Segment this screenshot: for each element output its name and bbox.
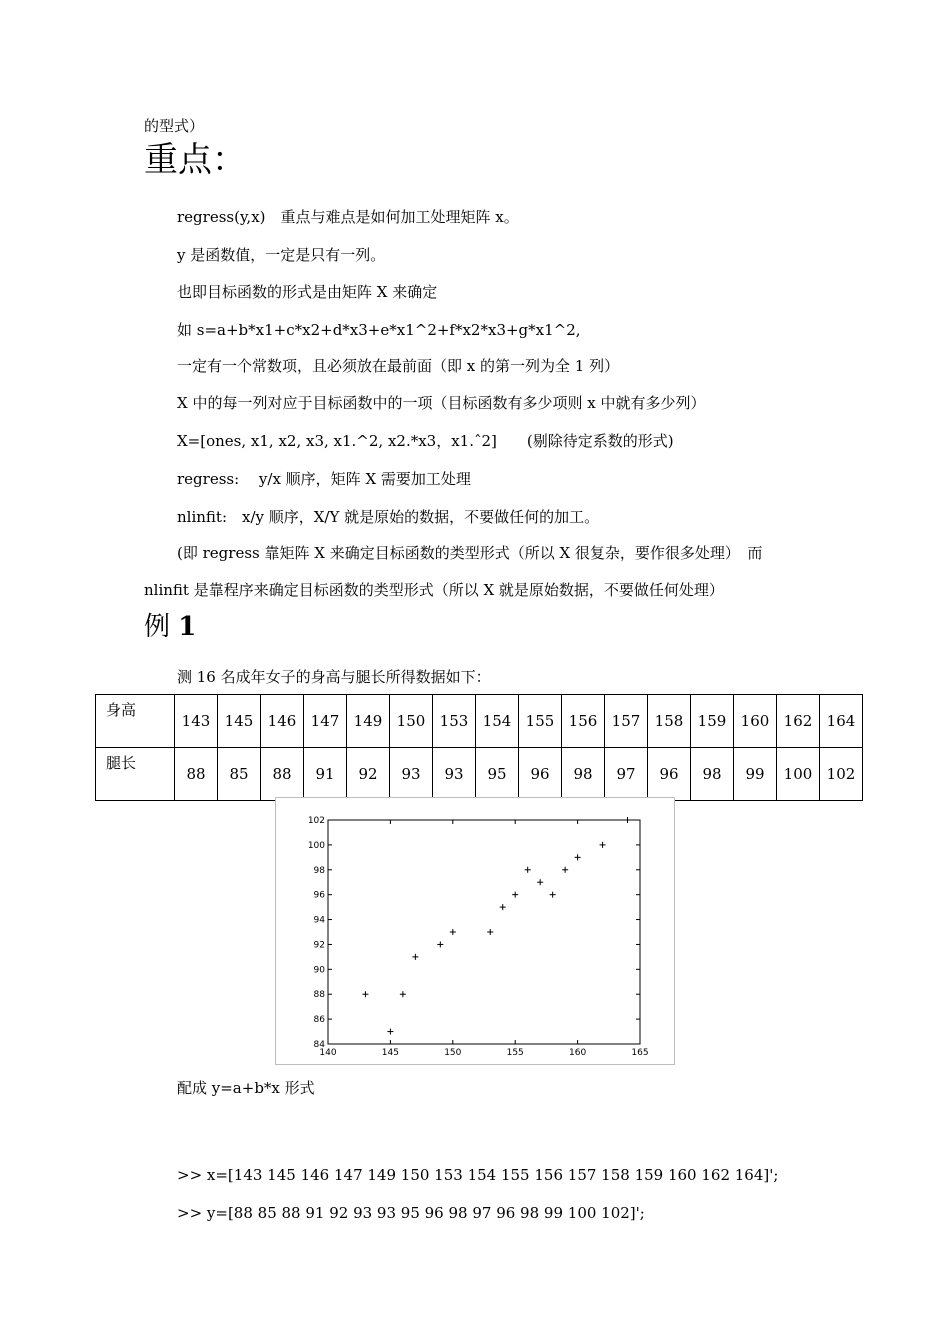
leg-cell: 98 xyxy=(562,748,605,801)
data-point xyxy=(412,954,418,960)
fit-text: 配成 y=a+b*x 形式 xyxy=(177,1079,315,1097)
y-tick-label: 88 xyxy=(313,990,325,1001)
data-point xyxy=(575,854,581,860)
code-line-x: >> x=[143 145 146 147 149 150 153 154 155 156 157 158 159 160 162 164]'; xyxy=(177,1166,779,1184)
x-tick-label: 145 xyxy=(381,1048,399,1058)
row-label-leg: 腿长 xyxy=(96,748,175,801)
text-line-wrap: nlinfit 是靠程序来确定目标函数的类型形式（所以 X 就是原始数据，不要做任何处理） xyxy=(144,581,724,599)
data-point xyxy=(625,817,631,823)
data-table xyxy=(95,694,863,801)
data-point xyxy=(437,941,443,947)
height-cell: 156 xyxy=(562,695,605,748)
y-tick-label: 98 xyxy=(313,865,325,876)
data-point xyxy=(525,867,531,873)
y-tick-label: 102 xyxy=(307,816,325,826)
y-tick-label: 96 xyxy=(313,890,325,901)
height-cell: 150 xyxy=(390,695,433,748)
text-line-1: regress(y,x) 重点与难点是如何加工处理矩阵 x。 xyxy=(177,208,519,226)
data-point xyxy=(387,1029,393,1035)
height-cell: 158 xyxy=(648,695,691,748)
leg-cell: 96 xyxy=(648,748,691,801)
x-tick-label: 140 xyxy=(319,1048,337,1058)
leg-cell: 98 xyxy=(691,748,734,801)
leg-cell: 88 xyxy=(261,748,304,801)
data-point xyxy=(450,929,456,935)
example-heading-prefix: 例 xyxy=(144,612,179,642)
scatter-plot-svg xyxy=(276,798,674,1064)
height-cell: 146 xyxy=(261,695,304,748)
text-line-5: 一定有一个常数项，且必须放在最前面（即 x 的第一列为全 1 列） xyxy=(177,357,620,375)
height-cell: 147 xyxy=(304,695,347,748)
text-line-7: X=[ones, x1, x2, x3, x1.^2, x2.*x3，x1.ˆ2] (剔除待定系数的形式) xyxy=(177,432,674,450)
heading-keypoint: 重点： xyxy=(144,140,246,180)
height-cell: 157 xyxy=(605,695,648,748)
y-tick-label: 84 xyxy=(313,1040,325,1050)
data-point xyxy=(400,991,406,997)
data-point xyxy=(487,929,493,935)
data-point xyxy=(512,892,518,898)
scatter-plot xyxy=(275,797,675,1065)
leg-cell: 96 xyxy=(519,748,562,801)
text-line-6: X 中的每一列对应于目标函数中的一项（目标函数有多少项则 x 中就有多少列） xyxy=(177,394,706,412)
leg-cell: 92 xyxy=(347,748,390,801)
data-point xyxy=(600,842,606,848)
table-row-heights xyxy=(96,695,863,748)
text-line-10: (即 regress 靠矩阵 X 来确定目标函数的类型形式（所以 X 很复杂，要作很多处理） 而 xyxy=(177,544,763,562)
leg-cell: 100 xyxy=(777,748,820,801)
leg-cell: 93 xyxy=(390,748,433,801)
y-tick-label: 90 xyxy=(313,965,325,976)
data-point xyxy=(562,867,568,873)
text-line-8: regress: y/x 顺序，矩阵 X 需要加工处理 xyxy=(177,470,471,488)
text-line-4: 如 s=a+b*x1+c*x2+d*x3+e*x1^2+f*x2*x3+g*x1^2, xyxy=(177,321,581,339)
x-tick-label: 165 xyxy=(631,1048,649,1058)
example-heading xyxy=(144,611,196,643)
height-cell: 149 xyxy=(347,695,390,748)
height-cell: 155 xyxy=(519,695,562,748)
height-cell: 162 xyxy=(777,695,820,748)
y-tick-label: 94 xyxy=(313,915,325,926)
x-tick-label: 150 xyxy=(444,1048,462,1058)
leg-cell: 88 xyxy=(175,748,218,801)
leg-cell: 93 xyxy=(433,748,476,801)
leg-cell: 85 xyxy=(218,748,261,801)
row-label-height: 身高 xyxy=(96,695,175,748)
example-intro: 测 16 名成年女子的身高与腿长所得数据如下： xyxy=(177,668,491,686)
text-line-9: nlinfit: x/y 顺序，X/Y 就是原始的数据，不要做任何的加工。 xyxy=(177,508,600,526)
x-tick-label: 155 xyxy=(506,1048,524,1058)
x-tick-label: 160 xyxy=(569,1048,587,1058)
code-line-y: >> y=[88 85 88 91 92 93 93 95 96 98 97 96 98 99 100 102]'; xyxy=(177,1204,645,1222)
leg-cell: 99 xyxy=(734,748,777,801)
height-cell: 145 xyxy=(218,695,261,748)
data-point xyxy=(362,991,368,997)
example-heading-num: 1 xyxy=(178,612,197,642)
table-row-legs xyxy=(96,748,863,801)
height-cell: 154 xyxy=(476,695,519,748)
y-tick-label: 92 xyxy=(313,940,325,951)
y-tick-label: 86 xyxy=(313,1015,325,1026)
plot-frame xyxy=(328,820,640,1044)
text-line-2: y 是函数值，一定是只有一列。 xyxy=(177,246,386,264)
text-line-3: 也即目标函数的形式是由矩阵 X 来确定 xyxy=(177,283,438,301)
leg-cell: 97 xyxy=(605,748,648,801)
top-fragment: 的型式） xyxy=(144,117,205,135)
height-cell: 159 xyxy=(691,695,734,748)
y-tick-label: 100 xyxy=(307,840,325,851)
data-point xyxy=(537,879,543,885)
leg-cell: 102 xyxy=(820,748,863,801)
height-cell: 160 xyxy=(734,695,777,748)
height-cell: 153 xyxy=(433,695,476,748)
leg-cell: 95 xyxy=(476,748,519,801)
height-cell: 164 xyxy=(820,695,863,748)
height-cell: 143 xyxy=(175,695,218,748)
leg-cell: 91 xyxy=(304,748,347,801)
data-point xyxy=(500,904,506,910)
data-point xyxy=(550,892,556,898)
